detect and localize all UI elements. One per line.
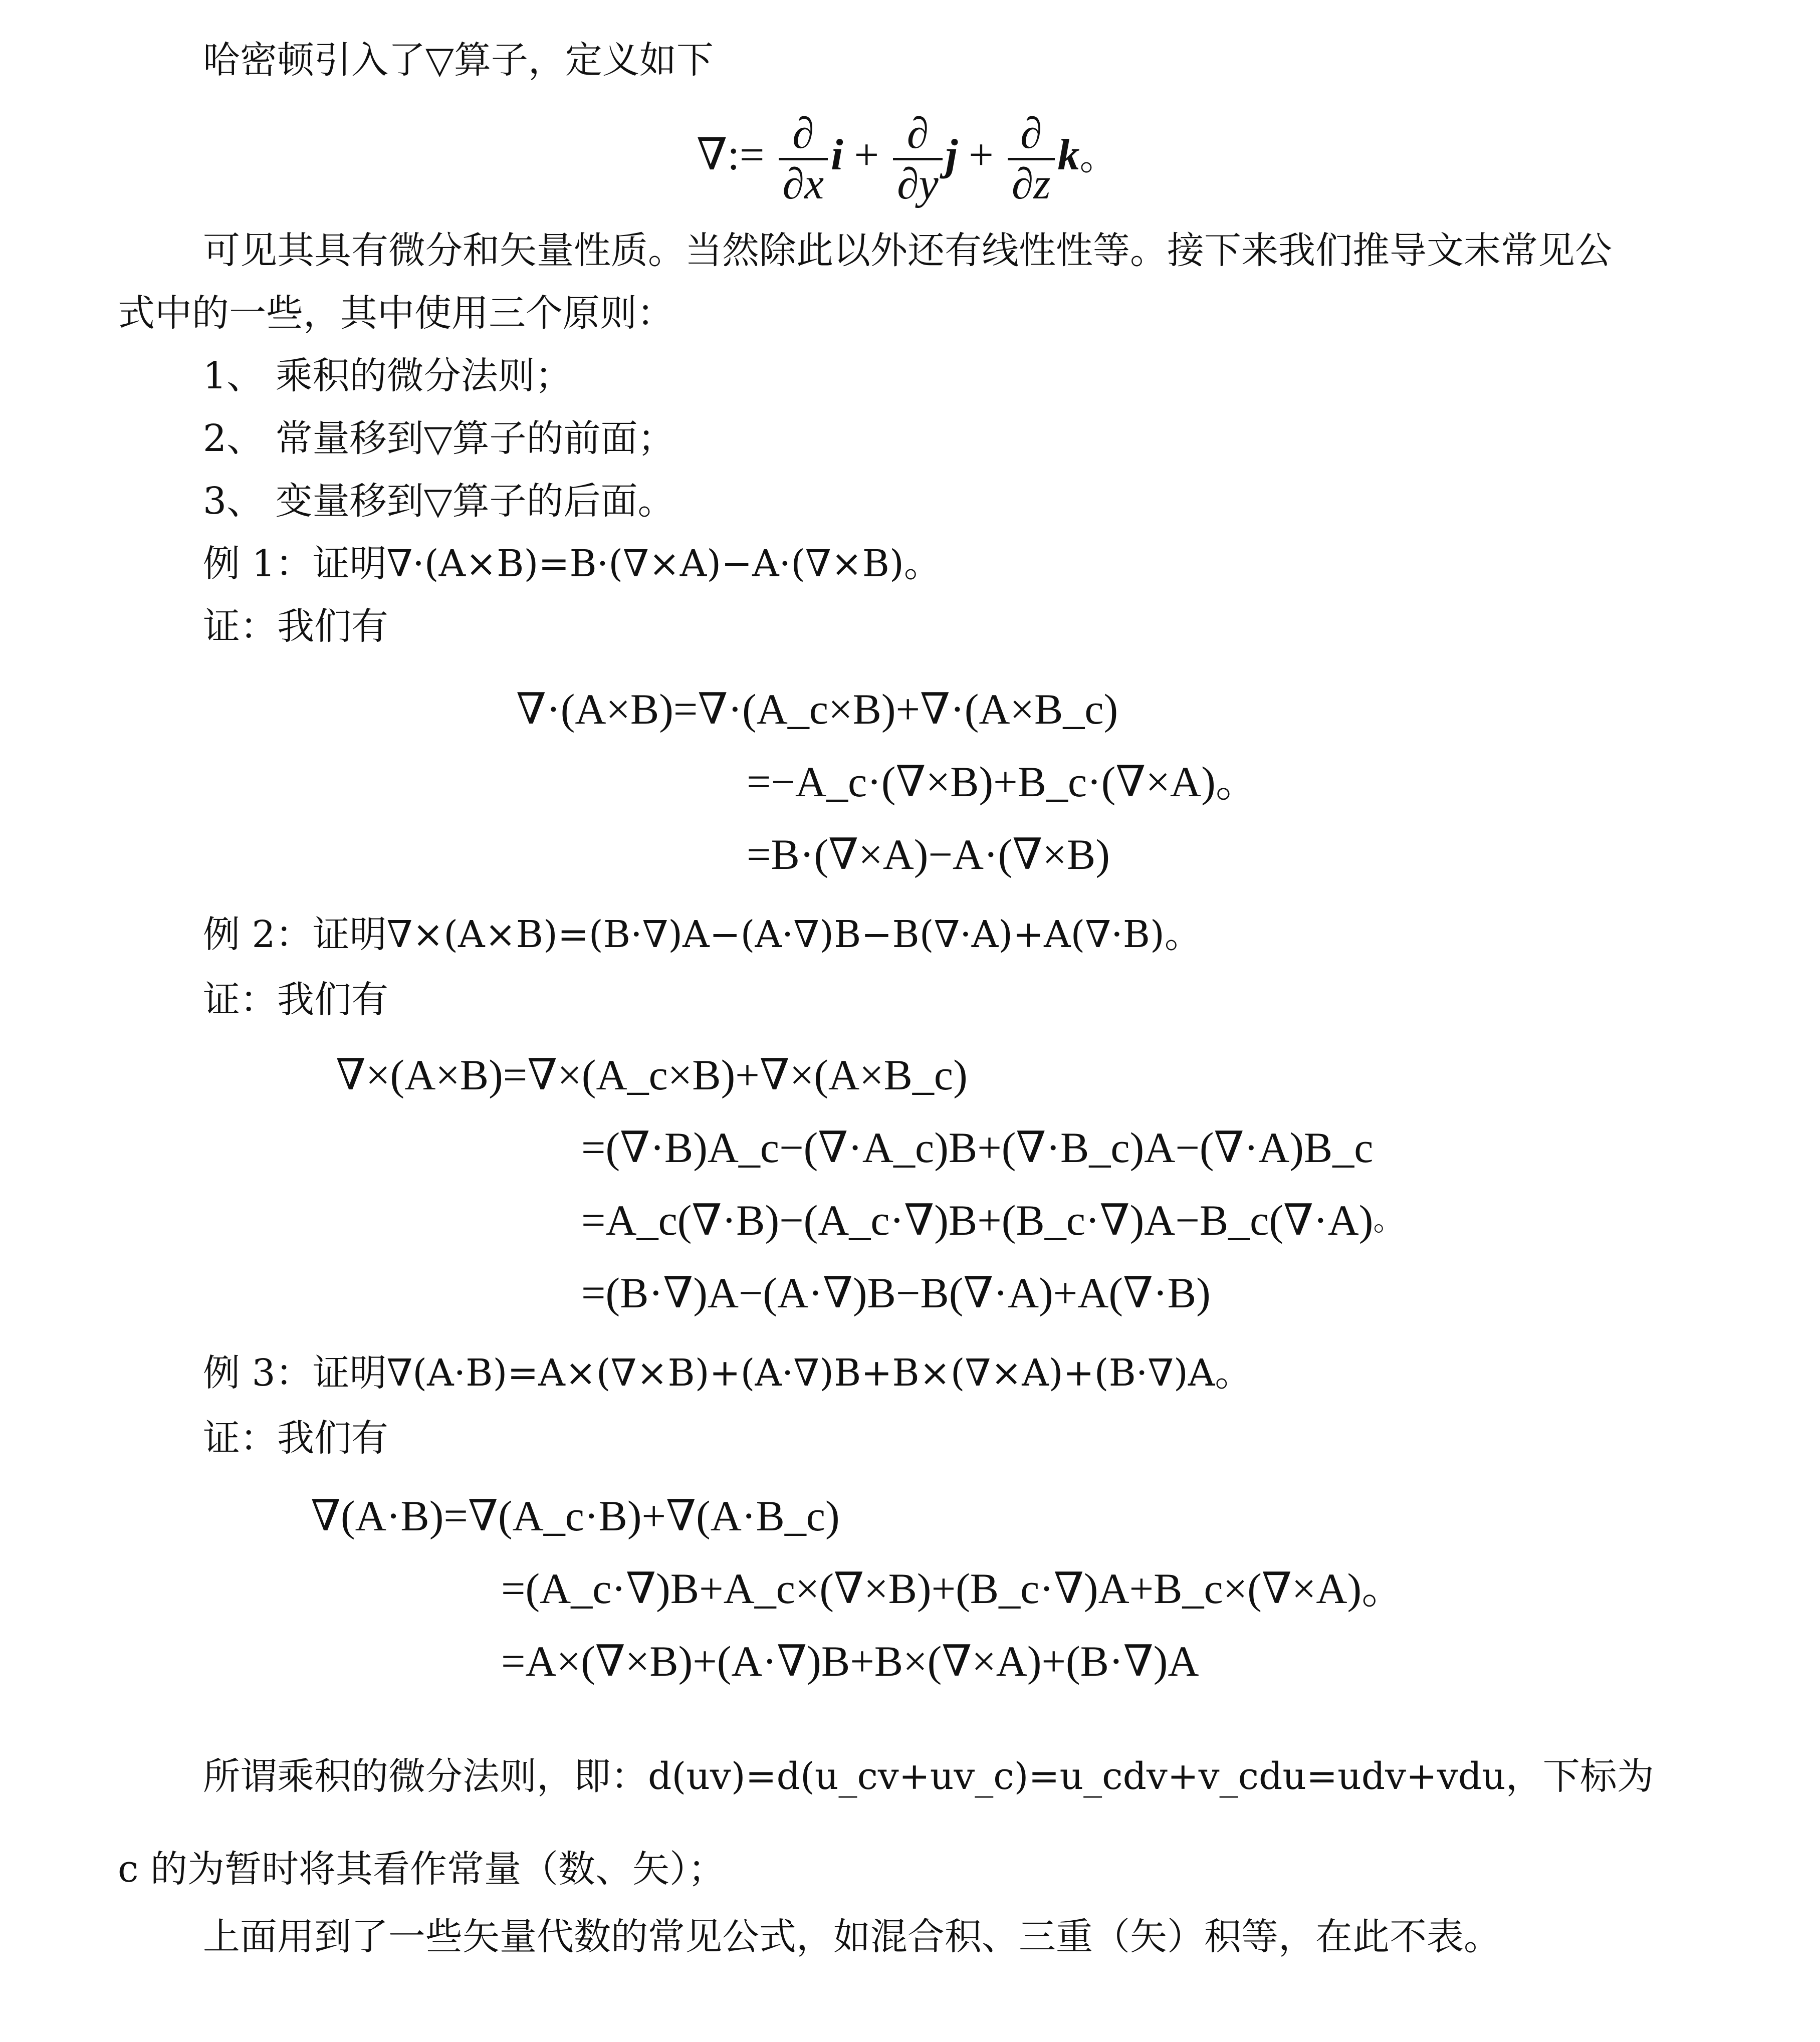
rule-2: 2、 常量移到▽算子的前面； <box>203 417 675 460</box>
rule-1: 1、 乘积的微分法则； <box>203 354 572 397</box>
example-3-proof-label: 证：我们有 <box>203 1417 388 1460</box>
example-2-title: 例 2：证明∇×(A×B)=(B·∇)A−(A·∇)B−B(∇·A)+A(∇·B)。 <box>203 913 1202 956</box>
example-3-step-2: =(A_c·∇)B+A_c×(∇×B)+(B_c·∇)A+B_c×(∇×A)。 <box>501 1564 1405 1613</box>
unit-j: j <box>945 131 958 179</box>
paragraph-1-line-1: 可见其具有微分和矢量性质。当然除此以外还有线性性等。接下来我们推导文末常见公 <box>203 229 1612 272</box>
nabla-lhs: ∇:= <box>697 131 765 179</box>
example-2-step-4: =(B·∇)A−(A·∇)B−B(∇·A)+A(∇·B) <box>581 1269 1211 1317</box>
paragraph-3: 上面用到了一些矢量代数的常见公式，如混合积、三重（矢）积等，在此不表。 <box>203 1915 1501 1958</box>
example-1-step-1: ∇·(A×B)=∇·(A_c×B)+∇·(A×B_c) <box>516 685 1118 733</box>
unit-i: i <box>831 131 843 179</box>
example-1-step-3: =B·(∇×A)−A·(∇×B) <box>747 830 1110 878</box>
example-3-step-3: =A×(∇×B)+(A·∇)B+B×(∇×A)+(B·∇)A <box>501 1637 1199 1685</box>
frac-x: $\frac{\partial}{\partial x}$ <box>779 110 828 208</box>
example-2-proof-label: 证：我们有 <box>203 978 388 1021</box>
example-1-step-2: =−A_c·(∇×B)+B_c·(∇×A)。 <box>747 758 1259 806</box>
rule-3: 3、 变量移到▽算子的后面。 <box>203 480 675 523</box>
example-1-proof-label: 证：我们有 <box>203 605 388 648</box>
nabla-definition: ∇:= $\frac{\partial}{\partial x}$ i + $\frac{\partial}{\partial y}$ j + $\frac{\partial}{\partial z}$ k。 <box>697 109 1117 209</box>
paragraph-2-line-2: c 的为暂时将其看作常量（数、矢）； <box>118 1848 725 1891</box>
example-2-step-1: ∇×(A×B)=∇×(A_c×B)+∇×(A×B_c) <box>336 1051 968 1099</box>
example-1-title: 例 1：证明∇·(A×B)=B·(∇×A)−A·(∇×B)。 <box>203 542 941 585</box>
frac-y: $\frac{\partial}{\partial y}$ <box>893 110 943 208</box>
frac-z: $\frac{\partial}{\partial z}$ <box>1008 110 1055 208</box>
example-3-title: 例 3：证明∇(A·B)=A×(∇×B)+(A·∇)B+B×(∇×A)+(B·∇)A。 <box>203 1351 1252 1395</box>
example-2-step-3: =A_c(∇·B)−(A_c·∇)B+(B_c·∇)A−B_c(∇·A)。 <box>581 1196 1404 1244</box>
unit-k: k <box>1057 131 1080 179</box>
intro-text: 哈密顿引入了▽算子，定义如下 <box>203 39 714 82</box>
paragraph-1-line-2: 式中的一些，其中使用三个原则： <box>118 292 674 335</box>
example-3-step-1: ∇(A·B)=∇(A_c·B)+∇(A·B_c) <box>311 1492 840 1540</box>
paragraph-2-line-1: 所谓乘积的微分法则，即：d(uv)=d(u_cv+uv_c)=u_cdv+v_cdu=udv+vdu，下标为 <box>203 1755 1654 1798</box>
example-2-step-2: =(∇·B)A_c−(∇·A_c)B+(∇·B_c)A−(∇·A)B_c <box>581 1123 1374 1172</box>
